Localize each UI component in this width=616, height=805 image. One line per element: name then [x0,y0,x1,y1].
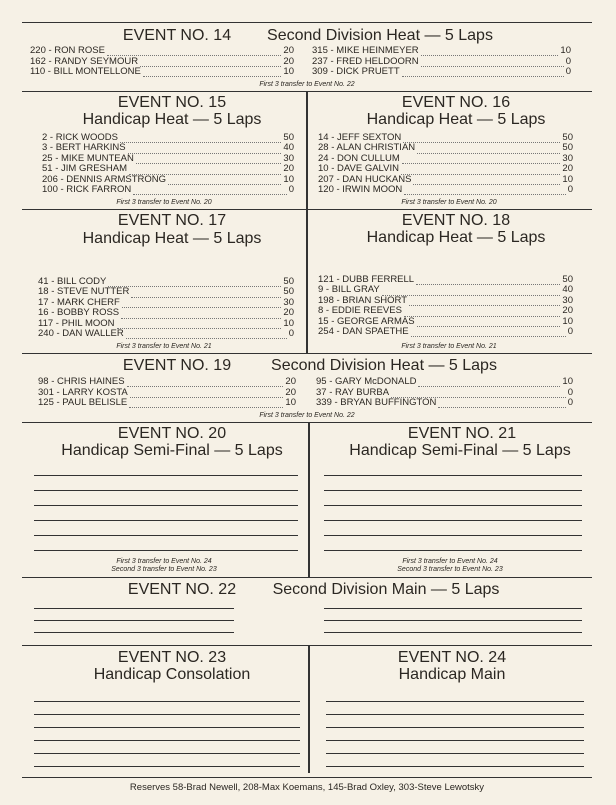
events-17-18-section [22,209,592,354]
dot-leader [133,185,286,195]
dot-leader [131,287,281,297]
reserves-footer: Reserves 58-Brad Newell, 208-Max Koemans, 145-Brad Oxley, 303-Steve Lewotsky [129,782,485,793]
event-22-subtitle: Second Division Main — 5 Laps [272,581,500,598]
program-sheet [22,22,592,793]
points: 0 [567,386,573,398]
result-line [324,475,582,476]
event-15-title: EVENT NO. 15 [117,94,227,111]
dot-leader [108,277,281,287]
dot-leader [416,275,560,285]
dot-leader [129,398,283,408]
event-23-title: EVENT NO. 23 [117,649,227,666]
driver-name: 98 - CHRIS HAINES [38,376,125,387]
entry-row [30,67,294,77]
entry-row [30,46,294,56]
result-line [324,520,582,521]
dot-leader [418,377,560,387]
points: 20 [283,307,294,319]
result-line [326,701,584,702]
event-19-section [22,353,592,423]
driver-name: 240 - DAN WALLER [38,328,124,339]
driver-name: 301 - LARRY KOSTA [38,386,128,398]
points: 0 [565,66,571,77]
event-19-title: EVENT NO. 19 [122,357,232,374]
points: 30 [562,294,573,306]
points: 30 [283,152,294,164]
event-20-subtitle: Handicap Semi-Final — 5 Laps [61,442,283,459]
result-line [34,520,298,521]
points: 0 [567,326,573,337]
dot-leader [143,67,282,77]
result-line [34,727,300,728]
entry-row [312,46,571,56]
driver-name: 220 - RON ROSE [30,45,105,56]
driver-name: 121 - DUBB FERRELL [318,274,415,285]
dot-leader [121,308,281,318]
result-line [326,727,584,728]
event-20-transfer-note-1: First 3 transfer to Event No. 24 [116,558,212,565]
points: 10 [562,376,573,387]
result-line [324,535,582,536]
dot-leader [117,319,282,329]
driver-name: 37 - RAY BURBA [316,386,390,398]
dot-leader [402,67,564,77]
event-14-subtitle: Second Division Heat — 5 Laps [267,27,493,44]
result-line [324,505,582,506]
driver-name: 24 - DON CULLUM [318,152,400,164]
event-21-title: EVENT NO. 21 [407,425,517,442]
event-14-title: EVENT NO. 14 [122,27,232,44]
entry-row [316,377,573,387]
dot-leader [122,298,282,308]
event-15-transfer-note: First 3 transfer to Event No. 20 [116,199,212,206]
event-22-title: EVENT NO. 22 [127,581,237,598]
points: 0 [288,328,294,339]
points: 10 [283,317,294,329]
dot-leader [128,143,282,153]
driver-name: 3 - BERT HARKINS [42,142,126,154]
event-21-subtitle: Handicap Semi-Final — 5 Laps [349,442,571,459]
dot-leader [126,329,287,339]
dot-leader [404,185,565,195]
result-line [324,490,582,491]
points: 50 [562,142,573,154]
driver-name: 117 - PHIL MOON [38,317,115,329]
events-20-21-section [22,422,592,578]
driver-name: 17 - MARK CHERF [38,296,120,308]
dot-leader [417,317,561,327]
result-line [326,714,584,715]
result-line [34,535,298,536]
points: 20 [283,55,294,67]
event-14-section [22,23,592,92]
dot-leader [136,154,282,164]
event-20-transfer-note-2: Second 3 transfer to Event No. 23 [111,566,217,573]
driver-name: 315 - MIKE HEINMEYER [312,45,419,56]
event-17-title: EVENT NO. 17 [117,212,227,229]
entry-row [318,327,573,337]
event-21-transfer-note-1: First 3 transfer to Event No. 24 [402,558,498,565]
dot-leader [438,398,565,408]
driver-name: 28 - ALAN CHRISTIAN [318,142,416,154]
dot-leader [409,296,560,306]
events-23-24-section [22,645,592,778]
driver-name: 10 - DAVE GALVIN [318,163,399,175]
entry-row [312,67,571,77]
points: 0 [565,55,571,67]
driver-name: 14 - JEFF SEXTON [318,132,402,143]
driver-name: 9 - BILL GRAY [318,284,380,296]
events-15-16-section [22,91,592,210]
dot-leader [130,388,284,398]
result-line [34,490,298,491]
points: 10 [283,66,294,77]
driver-name: 16 - BOBBY ROSS [38,307,120,319]
dot-leader [417,143,560,153]
driver-name: 8 - EDDIE REEVES [318,305,402,317]
event-17-subtitle: Handicap Heat — 5 Laps [82,230,262,247]
result-line [34,714,300,715]
points: 50 [283,132,294,143]
event-16-title: EVENT NO. 16 [401,94,511,111]
event-19-subtitle: Second Division Heat — 5 Laps [271,357,497,374]
driver-name: 110 - BILL MONTELLONE [30,66,141,77]
dot-leader [404,306,560,316]
points: 30 [562,152,573,164]
dot-leader [107,46,281,56]
result-line [326,740,584,741]
points: 20 [283,45,294,56]
points: 10 [285,397,296,408]
entry-row [42,185,294,195]
event-24-title: EVENT NO. 24 [397,649,507,666]
points: 20 [285,386,296,398]
points: 10 [562,315,573,327]
points: 0 [567,184,573,195]
result-line [324,632,582,633]
entry-row [38,329,294,339]
points: 10 [283,173,294,185]
dot-leader [411,327,566,337]
points: 50 [562,132,573,143]
driver-name: 339 - BRYAN BUFFINGTON [316,397,437,408]
event-23-subtitle: Handicap Consolation [93,666,251,683]
result-line [34,620,234,621]
driver-name: 120 - IRWIN MOON [318,184,403,195]
driver-name: 18 - STEVE NUTTER [38,286,130,298]
points: 50 [562,274,573,285]
points: 50 [283,286,294,298]
dot-leader [403,133,560,143]
driver-name: 254 - DAN SPAETHE [318,326,409,337]
result-line [324,550,582,551]
points: 0 [288,184,294,195]
driver-name: 198 - BRIAN SHORT [318,294,408,306]
result-line [324,608,582,609]
event-22-section [22,577,592,646]
driver-name: 41 - BILL CODY [38,276,107,287]
points: 20 [562,163,573,175]
dot-leader [120,133,281,143]
driver-name: 206 - DENNIS ARMSTRONG [42,173,167,185]
divider [308,645,310,773]
points: 10 [560,45,571,56]
driver-name: 25 - MIKE MUNTEAN [42,152,134,164]
points: 30 [283,296,294,308]
event-15-subtitle: Handicap Heat — 5 Laps [82,111,262,128]
points: 40 [562,284,573,296]
driver-name: 237 - FRED HELDOORN [312,55,419,67]
result-line [324,620,582,621]
entry-row [318,185,573,195]
event-16-subtitle: Handicap Heat — 5 Laps [366,111,546,128]
divider [306,91,308,209]
points: 20 [283,163,294,175]
event-24-subtitle: Handicap Main [398,666,506,683]
points: 50 [283,276,294,287]
driver-name: 162 - RANDY SEYMOUR [30,55,139,67]
driver-name: 309 - DICK PRUETT [312,66,400,77]
dot-leader [402,154,561,164]
result-line [34,766,300,767]
result-line [34,701,300,702]
event-17-transfer-note: First 3 transfer to Event No. 21 [116,343,212,350]
driver-name: 100 - RICK FARRON [42,184,132,195]
dot-leader [382,285,561,295]
dot-leader [413,175,560,185]
event-19-transfer-note: First 3 transfer to Event No. 22 [259,412,355,419]
driver-name: 207 - DAN HUCKANS [318,173,412,185]
driver-name: 2 - RICK WOODS [42,132,119,143]
entry-row [316,398,573,408]
result-line [34,550,298,551]
event-18-transfer-note: First 3 transfer to Event No. 21 [401,343,497,350]
dot-leader [168,175,281,185]
points: 20 [285,376,296,387]
driver-name: 15 - GEORGE ARMAS [318,315,415,327]
driver-name: 51 - JIM GRESHAM [42,163,127,175]
dot-leader [401,164,560,174]
result-line [34,505,298,506]
points: 0 [567,397,573,408]
result-line [34,740,300,741]
event-21-transfer-note-2: Second 3 transfer to Event No. 23 [397,566,503,573]
event-18-title: EVENT NO. 18 [401,212,511,229]
dot-leader [127,377,284,387]
entry-row [38,377,296,387]
driver-name: 125 - PAUL BELISLE [38,397,128,408]
event-20-title: EVENT NO. 20 [117,425,227,442]
dot-leader [421,57,564,67]
dot-leader [140,57,281,67]
event-18-subtitle: Handicap Heat — 5 Laps [366,229,546,246]
points: 20 [562,305,573,317]
divider [306,209,308,353]
result-line [326,766,584,767]
divider [308,422,310,577]
result-line [34,753,300,754]
points: 10 [562,173,573,185]
event-14-transfer-note: First 3 transfer to Event No. 22 [259,81,355,88]
points: 40 [283,142,294,154]
result-line [326,753,584,754]
driver-name: 95 - GARY McDONALD [316,376,417,387]
event-16-transfer-note: First 3 transfer to Event No. 20 [401,199,497,206]
result-line [34,475,298,476]
result-line [34,608,234,609]
entry-row [38,398,296,408]
dot-leader [421,46,559,56]
result-line [34,632,234,633]
